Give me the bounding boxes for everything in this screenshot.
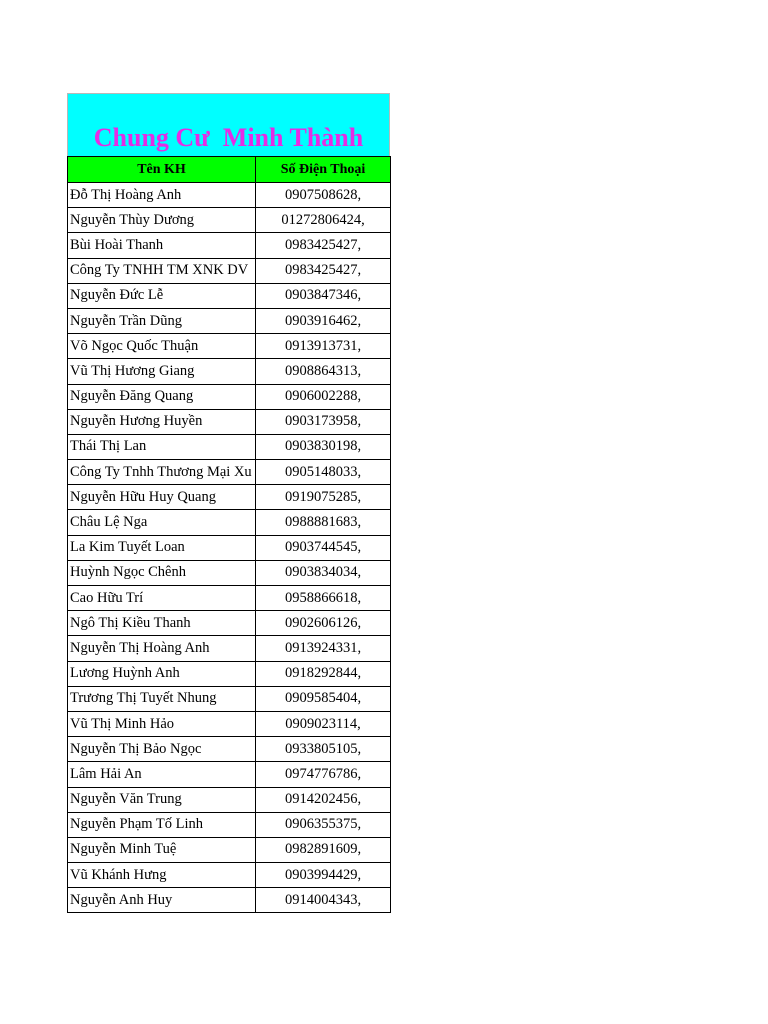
customer-name-cell[interactable]: Nguyễn Thị Bảo Ngọc <box>68 737 256 762</box>
phone-number-cell[interactable]: 0908864313, <box>256 359 391 384</box>
phone-number-cell[interactable]: 0918292844, <box>256 661 391 686</box>
table-row <box>68 233 391 258</box>
customer-name-cell[interactable]: Công Ty Tnhh Thương Mại Xu <box>68 460 256 485</box>
customer-name-cell[interactable]: Nguyễn Hương Huyền <box>68 409 256 434</box>
phone-number-cell[interactable]: 0903744545, <box>256 535 391 560</box>
table-row <box>68 586 391 611</box>
customer-name-cell[interactable]: Vũ Khánh Hưng <box>68 863 256 888</box>
customer-name-cell[interactable]: Thái Thị Lan <box>68 434 256 459</box>
phone-number-cell[interactable]: 0974776786, <box>256 762 391 787</box>
header-name[interactable]: Tên KH <box>68 157 256 183</box>
phone-number-cell[interactable]: 0903830198, <box>256 434 391 459</box>
phone-number-cell[interactable]: 01272806424, <box>256 208 391 233</box>
customer-name-cell[interactable]: Vũ Thị Hương Giang <box>68 359 256 384</box>
table-row <box>68 510 391 535</box>
phone-number-cell[interactable]: 0914004343, <box>256 888 391 913</box>
customer-name-cell[interactable]: Nguyễn Anh Huy <box>68 888 256 913</box>
customer-name-cell[interactable]: Trương Thị Tuyết Nhung <box>68 686 256 711</box>
phone-number-cell[interactable]: 0983425427, <box>256 258 391 283</box>
customer-name-cell[interactable]: Nguyễn Thùy Dương <box>68 208 256 233</box>
phone-number-cell[interactable]: 0914202456, <box>256 787 391 812</box>
spreadsheet <box>67 93 390 913</box>
phone-number-cell[interactable]: 0903173958, <box>256 409 391 434</box>
table-row <box>68 384 391 409</box>
phone-number-cell[interactable]: 0909023114, <box>256 711 391 736</box>
phone-number-cell[interactable]: 0913913731, <box>256 334 391 359</box>
phone-number-cell[interactable]: 0903834034, <box>256 560 391 585</box>
phone-number-cell[interactable]: 0903847346, <box>256 283 391 308</box>
table-row <box>68 787 391 812</box>
customer-name-cell[interactable]: Huỳnh Ngọc Chênh <box>68 560 256 585</box>
table-row <box>68 863 391 888</box>
table-body <box>68 183 391 913</box>
header-phone[interactable]: Số Điện Thoại <box>256 157 391 183</box>
table-row <box>68 837 391 862</box>
customer-name-cell[interactable]: Nguyễn Minh Tuệ <box>68 837 256 862</box>
customer-name-cell[interactable]: Võ Ngọc Quốc Thuận <box>68 334 256 359</box>
phone-number-cell[interactable]: 0988881683, <box>256 510 391 535</box>
customer-name-cell[interactable]: Bùi Hoài Thanh <box>68 233 256 258</box>
table-row <box>68 611 391 636</box>
sheet-title: Chung Cư Minh Thành <box>93 123 364 152</box>
customer-name-cell[interactable]: Nguyễn Trần Dũng <box>68 308 256 333</box>
phone-number-cell[interactable]: 0906355375, <box>256 812 391 837</box>
table-row <box>68 359 391 384</box>
phone-number-cell[interactable]: 0909585404, <box>256 686 391 711</box>
customer-name-cell[interactable]: Nguyễn Đăng Quang <box>68 384 256 409</box>
table-row <box>68 183 391 208</box>
table-row <box>68 661 391 686</box>
customer-name-cell[interactable]: Đỗ Thị Hoàng Anh <box>68 183 256 208</box>
customer-name-cell[interactable]: Lâm Hải An <box>68 762 256 787</box>
table-row <box>68 762 391 787</box>
customer-table <box>67 156 391 913</box>
table-row <box>68 434 391 459</box>
customer-name-cell[interactable]: Nguyễn Hữu Huy Quang <box>68 485 256 510</box>
phone-number-cell[interactable]: 0919075285, <box>256 485 391 510</box>
table-row <box>68 888 391 913</box>
customer-name-cell[interactable]: Lương Huỳnh Anh <box>68 661 256 686</box>
phone-number-cell[interactable]: 0913924331, <box>256 636 391 661</box>
phone-number-cell[interactable]: 0903994429, <box>256 863 391 888</box>
customer-name-cell[interactable]: Nguyễn Văn Trung <box>68 787 256 812</box>
phone-number-cell[interactable]: 0933805105, <box>256 737 391 762</box>
customer-name-cell[interactable]: Ngô Thị Kiều Thanh <box>68 611 256 636</box>
table-row <box>68 258 391 283</box>
table-row <box>68 334 391 359</box>
customer-name-cell[interactable]: La Kim Tuyết Loan <box>68 535 256 560</box>
table-row <box>68 686 391 711</box>
table-row <box>68 711 391 736</box>
customer-name-cell[interactable]: Nguyễn Thị Hoàng Anh <box>68 636 256 661</box>
phone-number-cell[interactable]: 0907508628, <box>256 183 391 208</box>
customer-name-cell[interactable]: Nguyễn Đức Lễ <box>68 283 256 308</box>
phone-number-cell[interactable]: 0906002288, <box>256 384 391 409</box>
customer-name-cell[interactable]: Châu Lệ Nga <box>68 510 256 535</box>
table-row <box>68 308 391 333</box>
phone-number-cell[interactable]: 0982891609, <box>256 837 391 862</box>
table-row <box>68 208 391 233</box>
customer-name-cell[interactable]: Nguyễn Phạm Tố Linh <box>68 812 256 837</box>
table-row <box>68 812 391 837</box>
customer-name-cell[interactable]: Công Ty TNHH TM XNK DV <box>68 258 256 283</box>
phone-number-cell[interactable]: 0958866618, <box>256 586 391 611</box>
customer-name-cell[interactable]: Vũ Thị Minh Hảo <box>68 711 256 736</box>
table-row <box>68 409 391 434</box>
table-row <box>68 460 391 485</box>
header-row <box>68 157 391 183</box>
phone-number-cell[interactable]: 0905148033, <box>256 460 391 485</box>
phone-number-cell[interactable]: 0903916462, <box>256 308 391 333</box>
title-cell[interactable] <box>67 93 390 156</box>
table-row <box>68 560 391 585</box>
table-row <box>68 535 391 560</box>
table-row <box>68 283 391 308</box>
phone-number-cell[interactable]: 0983425427, <box>256 233 391 258</box>
phone-number-cell[interactable]: 0902606126, <box>256 611 391 636</box>
table-row <box>68 737 391 762</box>
customer-name-cell[interactable]: Cao Hữu Trí <box>68 586 256 611</box>
table-row <box>68 485 391 510</box>
table-row <box>68 636 391 661</box>
